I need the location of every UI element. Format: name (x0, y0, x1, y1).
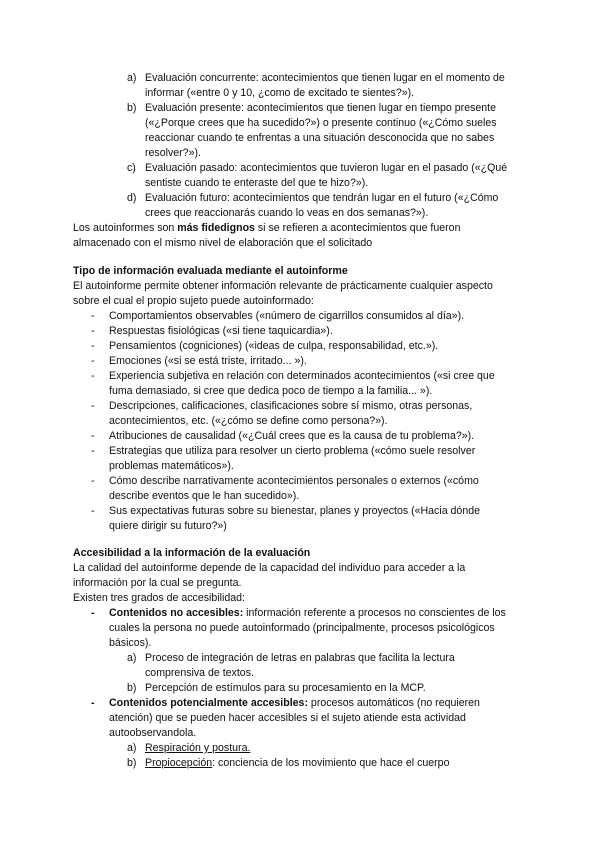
grade-text: información referente a procesos no conscientes de los (243, 607, 506, 619)
list-item-line: («¿Porque crees que ha sucedido?») o presente continuo («¿Cómo sueles (145, 117, 497, 129)
bullet-item-line: describe eventos que le han sucedido»). (109, 490, 300, 502)
sub-term: Respiración y postura. (145, 742, 251, 754)
list-item-line: Evaluación presente: acontecimientos que tienen lugar en tiempo presente (145, 102, 496, 114)
sub-marker: a) (127, 652, 137, 664)
bullet-item-line: Emociones («si se está triste, irritado... »). (109, 355, 307, 367)
section-heading: Accesibilidad a la información de la evaluación (73, 547, 311, 559)
list-marker: a) (127, 72, 137, 84)
list-item-line: reaccionar cuando te enfrentas a una situación desconocida que no sabes (145, 132, 495, 144)
grade-item-line: atención) que se pueden hacer accesibles si el sujeto atiende esta actividad (109, 712, 466, 724)
bullet-dash: - (91, 430, 95, 442)
bullet-item-line: fuma demasiado, si cree que dedica poco de tiempo a la familia... »). (109, 385, 433, 397)
bullet-dash: - (91, 475, 95, 487)
fidelity-line: almacenado con el mismo nivel de elaboración que el solicitado (73, 237, 373, 249)
sub-item-line: comprensiva de textos. (145, 667, 254, 679)
grade-item-line: autoobservandola. (109, 727, 197, 739)
bullet-item-line: Comportamientos observables («número de cigarrillos consumidos al día»). (109, 310, 465, 322)
bullet-dash: - (91, 355, 95, 367)
paragraph-line: El autoinforme permite obtener información relevante de prácticamente cualquier aspecto (73, 280, 493, 292)
bullet-item-line: Respuestas fisiológicas («si tiene taquicardia»). (109, 325, 333, 337)
list-marker: d) (127, 192, 137, 204)
paragraph-line: sobre el cual el propio sujeto puede autoinformado: (73, 295, 314, 307)
sub-term: Propiocepción (145, 757, 213, 769)
paragraph-line: Existen tres grados de accesibilidad: (73, 592, 245, 604)
sub-item-line: Proceso de integración de letras en palabras que facilita la lectura (145, 652, 455, 664)
list-item-line: crees que reaccionarás cuando lo veas en dos semanas?»). (145, 207, 429, 219)
paragraph-line: La calidad del autoinforme depende de la capacidad del individuo para acceder a la (73, 562, 466, 574)
list-item-line: Evaluación futuro: acontecimientos que tendrán lugar en el futuro («¿Cómo (145, 192, 499, 204)
bullet-item-line: Cómo describe narrativamente acontecimientos personales o externos («cómo (109, 475, 479, 487)
fidelity-pre: Los autoinformes son (73, 222, 178, 234)
bullet-dash: - (91, 607, 95, 619)
bullet-dash: - (91, 505, 95, 517)
grade-title: Contenidos potencialmente accesibles: (109, 697, 308, 709)
fidelity-paragraph (73, 221, 460, 235)
list-marker: b) (127, 102, 137, 114)
bullet-dash: - (91, 697, 95, 709)
fidelity-bold: más fidedignos (177, 222, 255, 234)
list-item-line: Evaluación pasado: acontecimientos que tuvieron lugar en el pasado («¿Qué (145, 162, 508, 174)
bullet-item-line: quiere dirigir su futuro?») (109, 520, 227, 532)
list-item-line: resolver?»). (145, 147, 201, 159)
bullet-item-line: acontecimientos, etc. («¿cómo se define como persona?»). (109, 415, 388, 427)
bullet-dash: - (91, 445, 95, 457)
bullet-item-line: Atribuciones de causalidad («¿Cuál crees que es la causa de tu problema?»). (109, 430, 475, 442)
bullet-dash: - (91, 325, 95, 337)
grade-item-line (109, 606, 506, 620)
bullet-item-line: problemas matemáticos»). (109, 460, 234, 472)
sub-text: : conciencia de los movimiento que hace el cuerpo (212, 757, 450, 769)
grade-item-line (109, 696, 480, 710)
list-item-line: informar («entre 0 y 10, ¿como de excitado te sientes?»). (145, 87, 415, 99)
sub-marker: a) (127, 742, 137, 754)
bullet-item-line: Sus expectativas futuras sobre su bienestar, planes y proyectos («Hacia dónde (109, 505, 480, 517)
bullet-dash: - (91, 370, 95, 382)
bullet-dash: - (91, 400, 95, 412)
grade-item-line: cuales la persona no puede autoinformado (principalmente, procesos psicológicos (109, 622, 495, 634)
section-heading: Tipo de información evaluada mediante el autoinforme (73, 265, 348, 277)
fidelity-post: si se refieren a acontecimientos que fueron (254, 222, 461, 234)
paragraph-line: información por la cual se pregunta. (73, 577, 242, 589)
grade-text: procesos automáticos (no requieren (307, 697, 480, 709)
grade-item-line: básicos). (109, 637, 152, 649)
bullet-item-line: Descripciones, calificaciones, clasificaciones sobre sí mismo, otras personas, (109, 400, 473, 412)
bullet-item-line: Pensamientos (cogniciones) («ideas de culpa, responsabilidad, etc.»). (109, 340, 439, 352)
bullet-item-line: Estrategias que utiliza para resolver un cierto problema («cómo suele resolver (109, 445, 476, 457)
sub-marker: b) (127, 682, 137, 694)
sub-item-line (145, 756, 449, 770)
sub-marker: b) (127, 757, 137, 769)
bullet-item-line: Experiencia subjetiva en relación con determinados acontecimientos («si cree que (109, 370, 495, 382)
list-marker: c) (127, 162, 136, 174)
sub-item-line: Percepción de estímulos para su procesamiento en la MCP. (145, 682, 426, 694)
grade-title: Contenidos no accesibles: (109, 607, 244, 619)
list-item-line: sentiste cuando te enteraste del que te hizo?»). (145, 177, 369, 189)
list-item-line: Evaluación concurrente: acontecimientos que tienen lugar en el momento de (145, 72, 505, 84)
bullet-dash: - (91, 310, 95, 322)
bullet-dash: - (91, 340, 95, 352)
sub-item-line (145, 741, 250, 755)
